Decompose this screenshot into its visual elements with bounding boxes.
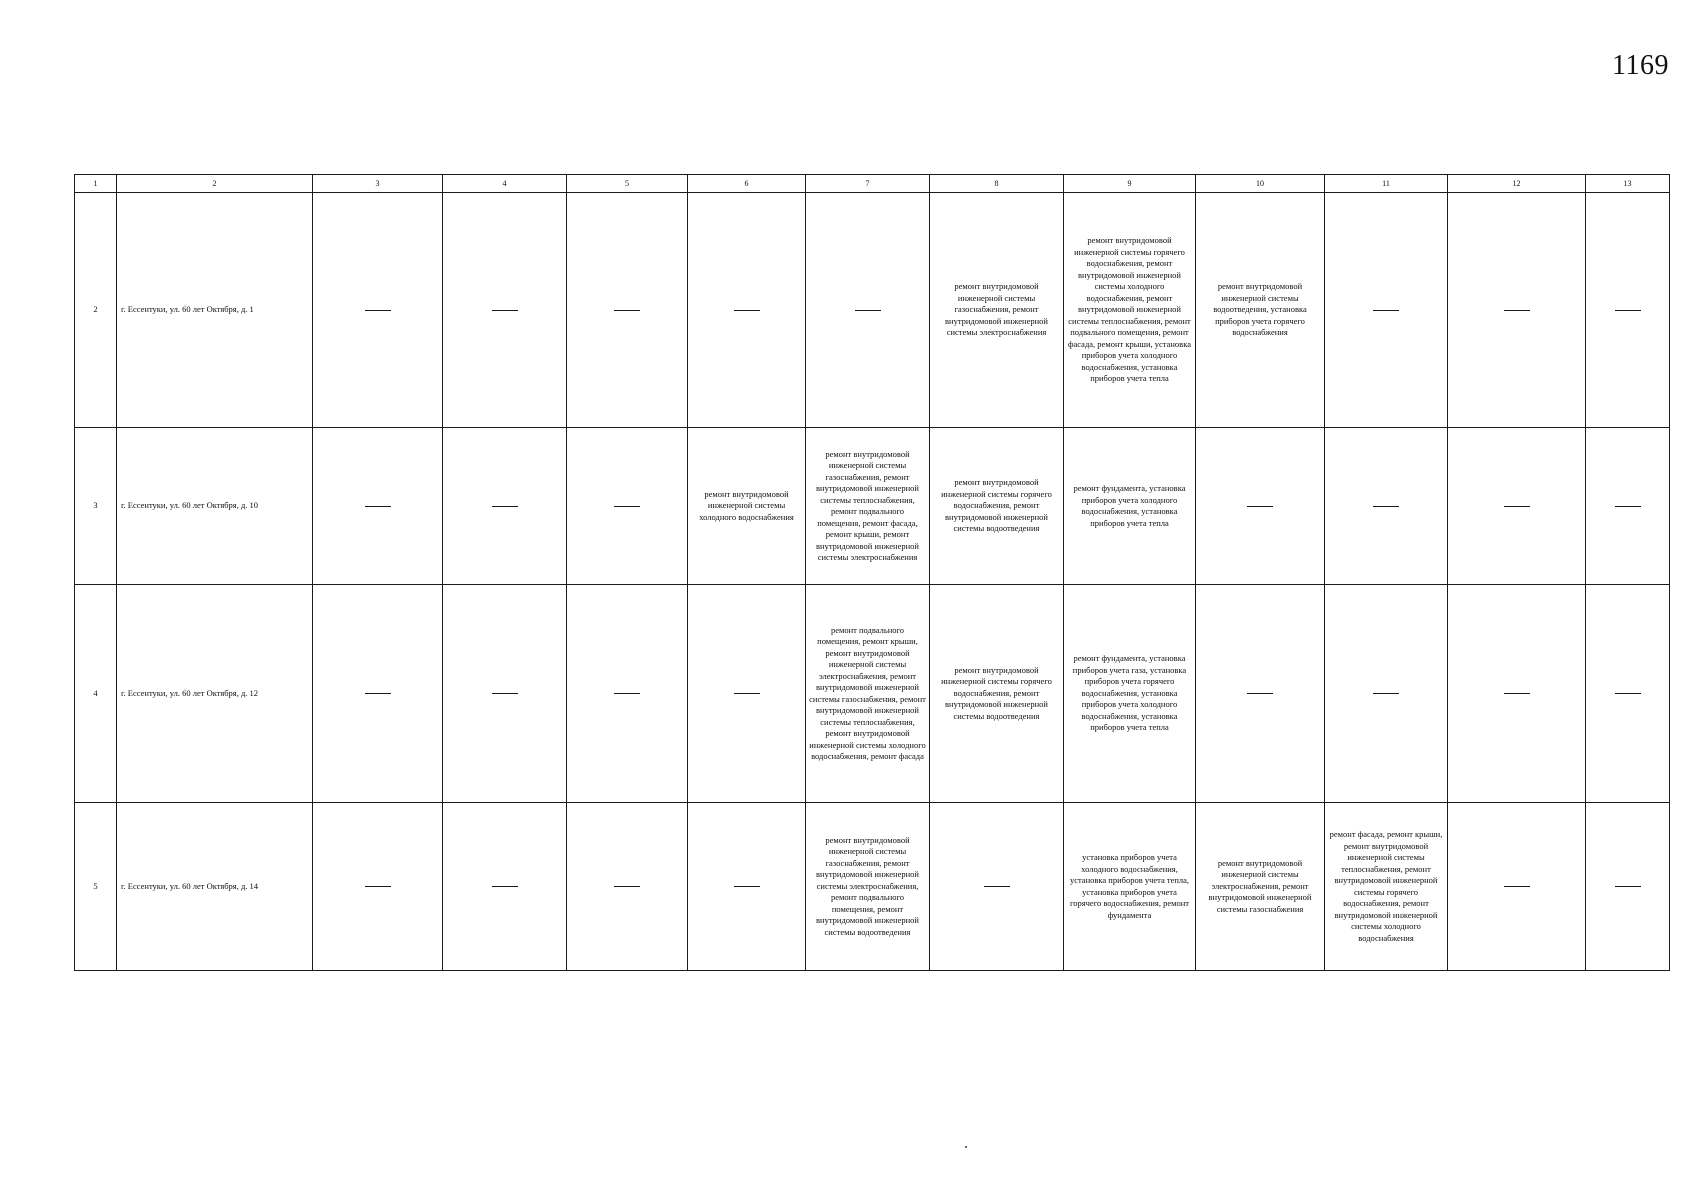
data-cell	[1196, 585, 1325, 803]
data-cell	[1325, 428, 1448, 585]
empty-dash	[365, 310, 391, 311]
empty-dash	[365, 693, 391, 694]
data-cell	[806, 428, 930, 585]
table-row	[75, 428, 1670, 585]
data-cell	[930, 803, 1064, 971]
table-row	[75, 585, 1670, 803]
empty-dash	[492, 886, 518, 887]
work-description: ремонт внутридомовой инженерной системы газоснабжения, ремонт внутридомовой инженерной системы теплоснабжения, ремонт подвального помещения, ремонт фасада, ремонт крыши, ремонт внутридомовой инженерной системы электроснабжения	[816, 448, 919, 562]
column-header: 2	[117, 175, 313, 193]
data-cell	[1325, 585, 1448, 803]
address-cell: г. Ессентуки, ул. 60 лет Октября, д. 14	[117, 803, 313, 971]
data-cell	[806, 585, 930, 803]
row-number: 3	[75, 428, 117, 585]
page-number: 1169	[1612, 50, 1669, 81]
empty-dash	[492, 693, 518, 694]
data-cell	[1196, 193, 1325, 428]
row-number: 2	[75, 193, 117, 428]
empty-dash	[734, 693, 760, 694]
empty-dash	[1615, 506, 1641, 507]
data-cell	[313, 428, 443, 585]
work-description: ремонт внутридомовой инженерной системы горячего водоснабжения, ремонт внутридомовой инженерной системы водоотведения	[941, 477, 1052, 534]
data-cell	[806, 193, 930, 428]
data-cell	[1064, 585, 1196, 803]
work-description: ремонт внутридомовой инженерной системы газоснабжения, ремонт внутридомовой инженерной системы электроснабжения, ремонт подвального помещения, ремонт внутридомовой инженерной системы водоотведения	[816, 834, 919, 937]
table-body	[75, 193, 1670, 971]
column-header: 4	[443, 175, 567, 193]
column-header: 7	[806, 175, 930, 193]
data-cell	[1448, 193, 1586, 428]
data-cell	[443, 585, 567, 803]
empty-dash	[614, 506, 640, 507]
empty-dash	[734, 310, 760, 311]
data-cell	[567, 428, 688, 585]
empty-dash	[492, 506, 518, 507]
data-cell	[1064, 193, 1196, 428]
column-header: 3	[313, 175, 443, 193]
column-header: 9	[1064, 175, 1196, 193]
empty-dash	[1504, 886, 1530, 887]
data-cell	[443, 428, 567, 585]
data-cell	[1196, 428, 1325, 585]
column-header: 5	[567, 175, 688, 193]
data-cell	[443, 193, 567, 428]
empty-dash	[365, 886, 391, 887]
address-cell: г. Ессентуки, ул. 60 лет Октября, д. 12	[117, 585, 313, 803]
works-table	[74, 174, 1670, 971]
empty-dash	[1615, 310, 1641, 311]
data-cell	[688, 585, 806, 803]
empty-dash	[1615, 693, 1641, 694]
work-description: ремонт внутридомовой инженерной системы горячего водоснабжения, ремонт внутридомовой инженерной системы холодного водоснабжения, ремонт внутридомовой инженерной системы теплоснабжения, ремонт подвального помещения, ремонт фасада, ремонт крыши, установка приборов учета холодного водоснабжения, установка приборов учета тепла	[1068, 235, 1191, 384]
table-row	[75, 193, 1670, 428]
data-cell	[313, 803, 443, 971]
empty-dash	[614, 693, 640, 694]
address-cell: г. Ессентуки, ул. 60 лет Октября, д. 1	[117, 193, 313, 428]
column-header: 12	[1448, 175, 1586, 193]
empty-dash	[365, 506, 391, 507]
data-cell	[688, 428, 806, 585]
column-header: 8	[930, 175, 1064, 193]
data-cell	[567, 193, 688, 428]
column-header: 1	[75, 175, 117, 193]
work-description: ремонт подвального помещения, ремонт крыши, ремонт внутридомовой инженерной системы электроснабжения, ремонт внутридомовой инженерной системы газоснабжения, ремонт внутридомовой инженерной системы теплоснабжения, ремонт внутридомовой инженерной системы холодного водоснабжения, ремонт фасада	[809, 624, 926, 761]
data-cell	[806, 803, 930, 971]
data-cell	[313, 585, 443, 803]
scan-speck	[965, 1146, 967, 1148]
data-cell	[1586, 803, 1670, 971]
column-header: 13	[1586, 175, 1670, 193]
data-cell	[1586, 428, 1670, 585]
work-description: ремонт внутридомовой инженерной системы холодного водоснабжения	[699, 488, 794, 522]
work-description: ремонт фасада, ремонт крыши, ремонт внутридомовой инженерной системы теплоснабжения, ремонт внутридомовой инженерной системы горячего водоснабжения, ремонт внутридомовой инженерной системы холодного водоснабжения	[1329, 829, 1443, 943]
data-cell	[1325, 193, 1448, 428]
work-description: ремонт внутридомовой инженерной системы электроснабжения, ремонт внутридомовой инженерной системы газоснабжения	[1208, 857, 1312, 914]
data-cell	[1064, 803, 1196, 971]
work-description: ремонт внутридомовой инженерной системы газоснабжения, ремонт внутридомовой инженерной системы электроснабжения	[945, 281, 1048, 338]
address-cell: г. Ессентуки, ул. 60 лет Октября, д. 10	[117, 428, 313, 585]
data-cell	[443, 803, 567, 971]
data-cell	[930, 428, 1064, 585]
empty-dash	[1615, 886, 1641, 887]
empty-dash	[984, 886, 1010, 887]
empty-dash	[1373, 693, 1399, 694]
data-cell	[1196, 803, 1325, 971]
empty-dash	[734, 886, 760, 887]
table-row	[75, 803, 1670, 971]
column-header: 11	[1325, 175, 1448, 193]
data-cell	[1586, 585, 1670, 803]
empty-dash	[855, 310, 881, 311]
empty-dash	[614, 886, 640, 887]
work-description: ремонт фундамента, установка приборов учета газа, установка приборов учета горячего водоснабжения, установка приборов учета холодного водоснабжения, установка приборов учета тепла	[1072, 653, 1187, 733]
data-cell	[930, 585, 1064, 803]
data-cell	[1586, 193, 1670, 428]
empty-dash	[1504, 506, 1530, 507]
data-cell	[1448, 585, 1586, 803]
data-cell	[1325, 803, 1448, 971]
data-cell	[1448, 428, 1586, 585]
row-number: 4	[75, 585, 117, 803]
column-header: 10	[1196, 175, 1325, 193]
data-cell	[1448, 803, 1586, 971]
data-cell	[567, 803, 688, 971]
data-cell	[930, 193, 1064, 428]
empty-dash	[614, 310, 640, 311]
empty-dash	[1247, 506, 1273, 507]
work-description: ремонт внутридомовой инженерной системы горячего водоснабжения, ремонт внутридомовой инженерной системы водоотведения	[941, 664, 1052, 721]
work-description: ремонт внутридомовой инженерной системы водоотведения, установка приборов учета горячего водоснабжения	[1213, 281, 1307, 338]
data-cell	[688, 193, 806, 428]
empty-dash	[1247, 693, 1273, 694]
work-description: ремонт фундамента, установка приборов учета холодного водоснабжения, установка приборов учета тепла	[1073, 483, 1186, 528]
empty-dash	[1504, 310, 1530, 311]
data-cell	[313, 193, 443, 428]
empty-dash	[492, 310, 518, 311]
empty-dash	[1504, 693, 1530, 694]
column-number-row	[75, 175, 1670, 193]
row-number: 5	[75, 803, 117, 971]
data-cell	[688, 803, 806, 971]
column-header: 6	[688, 175, 806, 193]
data-cell	[1064, 428, 1196, 585]
empty-dash	[1373, 310, 1399, 311]
work-description: установка приборов учета холодного водоснабжения, установка приборов учета тепла, установка приборов учета горячего водоснабжения, ремонт фундамента	[1069, 852, 1190, 920]
empty-dash	[1373, 506, 1399, 507]
data-cell	[567, 585, 688, 803]
